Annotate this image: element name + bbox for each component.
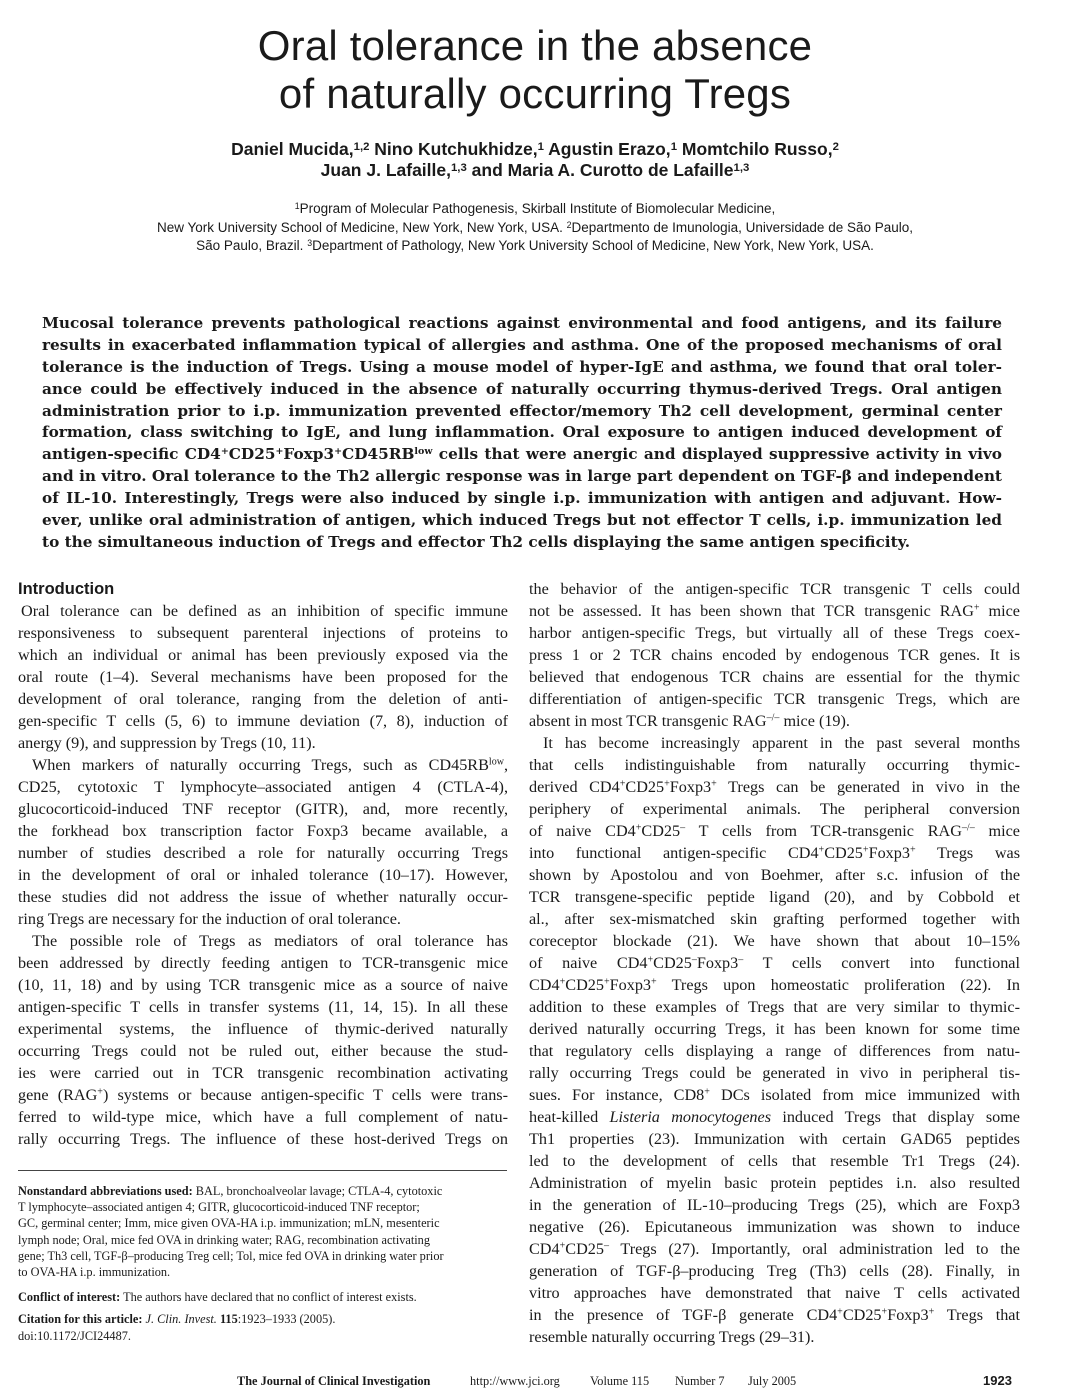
- text-run: CD25: [824, 844, 863, 862]
- affiliation-mark: 1: [294, 201, 300, 212]
- superscript: –: [680, 822, 686, 834]
- page-number: 1923: [983, 1373, 1012, 1388]
- body-line: [529, 1084, 1020, 1106]
- author-affiliation-mark: 2: [832, 140, 839, 153]
- body-line: experimental systems, the influence of thymic-derived naturally: [18, 1020, 508, 1038]
- text-run: absent in most TCR transgenic RAG: [529, 712, 767, 730]
- citation-volume: 115: [219, 1312, 238, 1327]
- superscript: +: [619, 778, 626, 790]
- body-line: rally occurring Tregs. The influence of these host-derived Tregs on: [18, 1130, 508, 1148]
- text-run: CD4: [529, 976, 560, 994]
- text-run: ) systems or because antigen-specific T cells were trans-: [102, 1086, 509, 1104]
- text-run: CD25: [565, 1240, 604, 1258]
- body-line: Oral tolerance can be defined as an inhibition of specific immune: [21, 602, 508, 620]
- body-line: [529, 1238, 1020, 1260]
- body-line: ferred to wild-type mice, which have a full complement of natu-: [18, 1108, 508, 1126]
- body-line: CD25, cytotoxic T lymphocyte–associated antigen 4 (CTLA-4),: [18, 778, 508, 796]
- author-line: [60, 139, 1010, 160]
- footnote-line: gene; Th3 cell, TGF-β–producing Treg cell; Tol, mice fed OVA in drinking water prior: [18, 1248, 444, 1263]
- text-run: CD4: [529, 1240, 560, 1258]
- footnote-line: [18, 1183, 507, 1199]
- footer-journal-name: The Journal of Clinical Investigation: [237, 1374, 431, 1388]
- superscript: +: [97, 1086, 103, 1098]
- footnote-line: lymph node; Oral, mice fed OVA in drinking water; RAG, recombination activating: [18, 1232, 430, 1247]
- text-run: gene (RAG: [18, 1086, 98, 1104]
- body-line: generation of TGF-β–producing Treg (Th3) cells (28). Finally, in: [529, 1262, 1020, 1280]
- body-line: been addressed by directly feeding antigen to TCR-transgenic mice: [18, 954, 508, 972]
- footnotes: [18, 1183, 507, 1344]
- body-line: Th1 properties (23). Immunization with certain GAD65 peptides: [529, 1130, 1020, 1148]
- text-run: CD25: [625, 778, 665, 796]
- text-run: Tregs can be generated in vivo in the: [716, 778, 1020, 796]
- body-line: differentiation of antigen-specific TCR transgenic Tregs, which are: [529, 690, 1020, 708]
- body-line: believed that endogenous TCR chains are essential for the thymic: [529, 668, 1020, 686]
- text-run: antigen-specific CD4: [42, 445, 221, 464]
- body-line: that cells indistinguishable from naturally occurring thymic-: [529, 756, 1020, 774]
- footnote-line: [18, 1289, 507, 1305]
- text-run: Tregs was: [915, 844, 1020, 862]
- text-run: cells that were anergic and displayed suppressive activity in vivo: [432, 445, 1002, 464]
- body-line: that regulatory cells displaying a range of differences from natu-: [529, 1042, 1020, 1060]
- text-run: sues. For instance, CD8: [529, 1086, 705, 1104]
- footnote-spacer: [18, 1280, 507, 1289]
- abstract-line: ever, unlike oral administration of antigen, which induced Tregs but not effector T cells, i.p. immunization led: [42, 511, 1002, 530]
- body-line: [529, 842, 1020, 864]
- body-line: TCR transgene-specific peptide ligand (20), and by Cobbold et: [529, 888, 1020, 906]
- affiliation-text: Program of Molecular Pathogenesis, Skirball Institute of Biomolecular Medicine,: [299, 201, 776, 216]
- body-line: [529, 600, 1020, 622]
- text-run: CD25: [641, 822, 681, 840]
- section-heading-introduction: Introduction: [18, 580, 115, 598]
- text-run: Foxp3: [696, 954, 739, 972]
- footnote-label: Conflict of interest:: [18, 1290, 121, 1305]
- text-run: of naive CD4: [529, 822, 636, 840]
- author-affiliation-mark: 1,2: [353, 140, 370, 153]
- body-line: [529, 1304, 1020, 1326]
- superscript: +: [651, 976, 657, 988]
- footnote-line: T lymphocyte–associated antigen 4; GITR, glucocorticoid-induced TNF receptor;: [18, 1200, 420, 1215]
- author-affiliation-mark: 1,3: [450, 161, 467, 174]
- author-line: [60, 160, 1010, 181]
- superscript: +: [704, 1086, 710, 1098]
- footer-issue-number: Number 7: [675, 1374, 725, 1388]
- affiliation-mark: 3: [307, 238, 313, 249]
- abstract-line: results in exacerbated inflammation typical of allergies and asthma. One of the proposed mechanisms of oral: [42, 335, 1002, 354]
- superscript: +: [664, 778, 670, 790]
- body-line: number of studies described a role for naturally occurring Tregs: [18, 844, 508, 862]
- affiliation-text: Department of Pathology, New York University School of Medicine, New York, New York, USA.: [312, 238, 874, 253]
- abstract-line: tolerance is the induction of Tregs. Using a mouse model of hyper-IgE and asthma, we found that oral toler-: [42, 357, 1002, 376]
- body-line: [529, 1106, 1020, 1128]
- author-name: Daniel Mucida,: [231, 139, 354, 159]
- text-run: Foxp3: [669, 778, 712, 796]
- citation-journal: J. Clin. Invest.: [145, 1312, 217, 1327]
- superscript: +: [220, 446, 229, 458]
- footer-volume: Volume 115: [590, 1374, 650, 1388]
- abstract-line: Mucosal tolerance prevents pathological reactions against environmental and food antigens, and its failure: [42, 314, 1002, 332]
- superscript: +: [862, 844, 869, 856]
- body-line: antigen-specific T cells in transfer systems (11, 14, 15). In all these: [18, 998, 508, 1016]
- affiliation-mark: 2: [566, 219, 572, 230]
- text-run: mice: [974, 822, 1020, 840]
- page-footer: [0, 1372, 1070, 1392]
- body-line: It has become increasingly apparent in the past several months: [543, 734, 1020, 752]
- footnote-line: [18, 1311, 507, 1327]
- species-name: Listeria monocytogenes: [609, 1108, 772, 1126]
- body-line: periphery of experimental animals. The peripheral conversion: [529, 800, 1020, 818]
- affiliation-line: [60, 219, 1010, 238]
- superscript: +: [559, 976, 566, 988]
- footnote-label: Citation for this article:: [18, 1312, 143, 1327]
- footnote-text: BAL, bronchoalveolar lavage; CTLA-4, cytotoxic: [192, 1184, 443, 1198]
- text-run: not be assessed. It has been shown that TCR transgenic RAG: [529, 602, 974, 620]
- text-run: Tregs (27). Importantly, oral administration led to the: [608, 1240, 1020, 1258]
- left-column: [18, 578, 508, 1150]
- text-run: When markers of naturally occurring Tregs, such as CD45RB: [32, 756, 489, 774]
- author-name: Agustin Erazo,: [543, 139, 671, 159]
- superscript: +: [334, 446, 343, 458]
- superscript: +: [711, 778, 717, 790]
- body-line: vitro approaches have demonstrated that naive T cells activated: [529, 1284, 1020, 1302]
- body-line: [18, 754, 508, 776]
- text-run: of naive CD4: [529, 954, 648, 972]
- text-run: CD25: [842, 1306, 882, 1324]
- superscript: –: [603, 1240, 609, 1252]
- superscript: +: [928, 1306, 935, 1318]
- text-run: Tregs upon homeostatic proliferation (22). In: [656, 976, 1020, 994]
- text-run: DCs isolated from mice immunized with: [709, 1086, 1021, 1104]
- title-line: Oral tolerance in the absence: [257, 22, 813, 69]
- footnote-label: Nonstandard abbreviations used:: [18, 1184, 193, 1198]
- text-run: CD45RB: [342, 445, 415, 464]
- author-affiliation-mark: 1: [537, 140, 544, 153]
- footnote-divider: [18, 1170, 507, 1171]
- text-run: Foxp3: [283, 445, 335, 464]
- body-line: in the development of oral or inhaled tolerance (10–17). However,: [18, 866, 508, 884]
- body-line: glucocorticoid-induced TNF receptor (GITR), and, more recently,: [18, 800, 508, 818]
- superscript: +: [647, 954, 654, 966]
- superscript: +: [818, 844, 825, 856]
- affiliations: [60, 200, 1010, 256]
- text-run: Foxp3: [868, 844, 910, 862]
- superscript: –/–: [961, 822, 975, 834]
- abstract-line: and in vitro. Oral tolerance to the Th2 allergic response was in large part dependent on TGF-β and independent: [42, 467, 1003, 486]
- author-name: Nino Kutchukhidze,: [369, 139, 538, 159]
- body-line: which an individual or animal has been previously exposed via the: [18, 646, 508, 664]
- text-run: CD25: [565, 976, 604, 994]
- body-line: al., after sex-mismatched skin grafting performed together with: [529, 910, 1020, 928]
- body-line: the behavior of the antigen-specific TCR transgenic T cells could: [529, 580, 1020, 598]
- body-line: occurring Tregs could not be ruled out, either because the stud-: [18, 1042, 508, 1060]
- footnote-text: The authors have declared that no conflict of interest exists.: [120, 1290, 417, 1305]
- text-run: Tregs that: [934, 1306, 1020, 1324]
- superscript: –: [738, 954, 744, 966]
- affiliation-line: [60, 237, 1010, 256]
- body-line: [529, 776, 1020, 798]
- body-line: led to the development of cells that resemble Tr1 Tregs (24).: [529, 1152, 1020, 1170]
- body-line: ring Tregs are necessary for the induction of oral tolerance.: [18, 910, 401, 928]
- text-run: Foxp3: [609, 976, 652, 994]
- text-run: into functional antigen-specific CD4: [529, 844, 819, 862]
- body-line: [529, 952, 1020, 974]
- text-run: mice (19).: [779, 712, 850, 730]
- superscript: –/–: [766, 712, 780, 724]
- author-name: Momtchilo Russo,: [677, 139, 833, 159]
- body-line: resemble naturally occurring Tregs (29–31).: [529, 1328, 815, 1346]
- footer-url-link[interactable]: http://www.jci.org: [470, 1374, 560, 1388]
- superscript: +: [909, 844, 916, 856]
- abstract-line: formation, class switching to IgE, and lung inflammation. Oral exposure to antigen induced development of: [42, 423, 1002, 442]
- author-list: [60, 139, 1010, 181]
- superscript: +: [837, 1306, 843, 1318]
- superscript: +: [973, 602, 980, 614]
- superscript: +: [275, 446, 284, 458]
- author-name: Juan J. Lafaille,: [320, 160, 451, 180]
- body-line: in the generation of IL-10–producing Tregs (25), which are Foxp3: [529, 1196, 1020, 1214]
- text-run: derived CD4: [529, 778, 620, 796]
- abstract-line: administration prior to i.p. immunization prevented effector/memory Th2 cell development, germinal center: [42, 401, 1002, 420]
- abstract-line: to the simultaneous induction of Tregs and effector Th2 cells displaying the same antigen specificity.: [42, 532, 911, 551]
- abstract-line: [42, 444, 1002, 466]
- footnote-line: doi:10.1172/JCI24487.: [18, 1328, 131, 1343]
- citation-pages: :1923–1933 (2005).: [237, 1312, 336, 1327]
- body-line: [529, 974, 1020, 996]
- superscript: +: [635, 822, 642, 834]
- author-affiliation-mark: 1: [670, 140, 678, 153]
- body-line: [18, 1084, 508, 1106]
- author-name: and Maria A. Curotto de Lafaille: [466, 160, 734, 180]
- affiliation-text: São Paulo, Brazil.: [196, 238, 308, 253]
- body-line: rally occurring Tregs could be generated in vivo in peripheral tis-: [529, 1064, 1020, 1082]
- body-line: these studies did not address the issue of whether naturally occur-: [18, 888, 508, 906]
- body-line: responsiveness to subsequent parenteral injections of proteins to: [18, 624, 508, 642]
- affiliation-line: [60, 200, 1010, 219]
- superscript: +: [559, 1240, 566, 1252]
- footnote-line: GC, germinal center; Imm, mice given OVA-HA i.p. immunization; mLN, mesenteric: [18, 1216, 440, 1231]
- body-line: Administration of myelin basic protein peptides i.n. also resulted: [529, 1174, 1020, 1192]
- body-line: negative (26). Epicutaneous immunization was shown to induce: [529, 1218, 1020, 1236]
- body-line: oral route (1–4). Several mechanisms have been proposed for the: [18, 668, 508, 686]
- text-run: ,: [503, 756, 508, 774]
- body-line: anergy (9), and suppression by Tregs (10, 11).: [18, 734, 316, 752]
- superscript: +: [603, 976, 610, 988]
- text-run: induced Tregs that display some: [771, 1108, 1020, 1126]
- footer-date: July 2005: [748, 1374, 797, 1388]
- text-run: heat-killed: [529, 1108, 610, 1126]
- abstract-line: ance could be effectively induced in the absence of naturally occurring thymus-derived Tregs. Oral antigen: [42, 379, 1002, 398]
- text-run: mice: [979, 602, 1020, 620]
- body-line: [529, 820, 1020, 842]
- text-run: T cells convert into functional: [743, 954, 1020, 972]
- body-line: the forkhead box transcription factor Foxp3 became available, a: [18, 822, 508, 840]
- body-line: [529, 710, 1020, 732]
- body-line: ies were carried out in TCR transgenic recombination activating: [18, 1064, 508, 1082]
- author-affiliation-mark: 1,3: [733, 161, 750, 174]
- abstract-line: of IL-10. Interestingly, Tregs were also induced by single i.p. immunization with antigen and adjuvant. How-: [42, 489, 1002, 508]
- abstract: [42, 313, 1002, 554]
- text-run: CD25: [653, 954, 692, 972]
- superscript: low: [488, 756, 504, 768]
- text-run: in the presence of TGF-β generate CD4: [529, 1306, 838, 1324]
- body-line: addition to these examples of Tregs that are very similar to thymic-: [529, 998, 1020, 1016]
- body-line: The possible role of Tregs as mediators of oral tolerance has: [32, 932, 508, 950]
- body-line: (10, 11, 18) and by using TCR transgenic mice as a source of naive: [18, 976, 508, 994]
- footnote-line: to OVA-HA i.p. immunization.: [18, 1264, 171, 1279]
- body-line: development of oral tolerance, ranging from the deletion of anti-: [18, 690, 508, 708]
- affiliation-text: Departmento de Imunologia, Universidade de São Paulo,: [571, 219, 914, 235]
- text-run: Foxp3: [887, 1306, 929, 1324]
- body-line: shown by Apostolou and von Boehmer, after s.c. infusion of the: [529, 866, 1020, 884]
- article-title: [60, 22, 1010, 118]
- title-line: of naturally occurring Tregs: [278, 70, 792, 117]
- text-run: T cells from TCR-transgenic RAG: [685, 822, 962, 840]
- body-line: coreceptor blockade (21). We have shown that about 10–15%: [529, 932, 1020, 950]
- right-column: [529, 578, 1020, 1348]
- body-line: gen-specific T cells (5, 6) to immune deviation (7, 8), induction of: [18, 712, 508, 730]
- superscript: low: [414, 446, 433, 458]
- affiliation-text: New York University School of Medicine, New York, New York, USA.: [156, 219, 567, 235]
- superscript: –: [691, 954, 697, 966]
- body-line: derived naturally occurring Tregs, it has been known for some time: [529, 1020, 1020, 1038]
- text-run: CD25: [228, 445, 276, 464]
- body-line: harbor antigen-specific Tregs, but virtually all of these Tregs coex-: [529, 624, 1020, 642]
- superscript: +: [881, 1306, 888, 1318]
- body-line: press 1 or 2 TCR chains encoded by endogenous TCR genes. It is: [529, 646, 1020, 664]
